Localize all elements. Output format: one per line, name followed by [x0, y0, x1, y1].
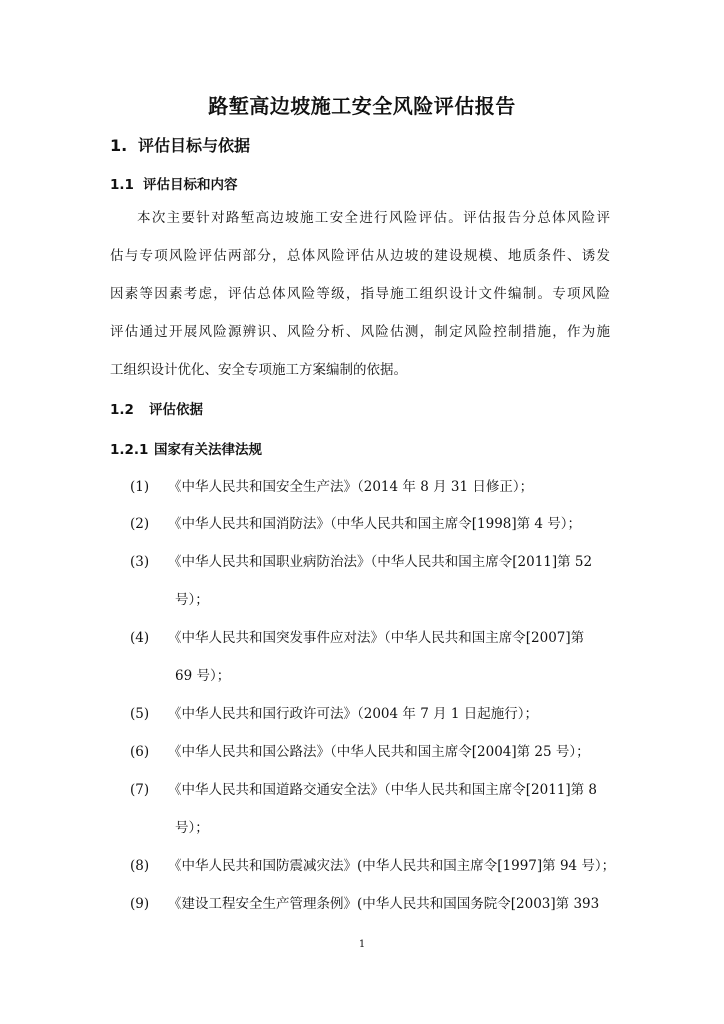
reference-item [130, 704, 538, 724]
paragraph-line: 评估通过开展风险源辨识、风险分析、风险估测，制定风险控制措施，作为施 [110, 324, 610, 340]
section-1-2-1-number: 1.2.1 [110, 442, 149, 458]
reference-text: 《中华人民共和国道路交通安全法》（中华人民共和国主席令[2011]第 8 [168, 782, 598, 798]
section-1-1-title: 评估目标和内容 [143, 177, 238, 193]
reference-item [130, 477, 533, 497]
reference-item [130, 628, 584, 648]
page-number: 1 [358, 939, 366, 950]
reference-number: (7) [130, 782, 150, 798]
paragraph-line: 因素等因素考虑，评估总体风险等级，指导施工组织设计文件编制。专项风险 [110, 286, 610, 302]
reference-number: (5) [130, 706, 150, 722]
reference-continuation: 69 号）； [175, 668, 231, 684]
reference-number: (9) [130, 896, 150, 912]
reference-number: (1) [130, 479, 150, 495]
section-1-2-heading [110, 400, 203, 420]
reference-text: 《中华人民共和国职业病防治法》（中华人民共和国主席令[2011]第 52 [168, 554, 593, 570]
reference-text: 《中华人民共和国公路法》（中华人民共和国主席令[2004]第 25 号）； [168, 744, 590, 760]
reference-text: 《中华人民共和国安全生产法》（2014 年 8 月 31 日修正）； [168, 479, 534, 495]
document-title: 路堑高边坡施工安全风险评估报告 [208, 94, 516, 118]
reference-text: 《建设工程安全生产管理条例》(中华人民共和国国务院令[2003]第 393 [168, 896, 600, 912]
paragraph-line: 估与专项风险评估两部分，总体风险评估从边坡的建设规模、地质条件、诱发 [110, 248, 610, 264]
section-1-heading [110, 134, 250, 158]
reference-number: (6) [130, 744, 150, 760]
reference-item [130, 894, 599, 914]
reference-item [130, 552, 592, 572]
reference-text: 《中华人民共和国突发事件应对法》（中华人民共和国主席令[2007]第 [168, 630, 585, 646]
reference-item [130, 856, 615, 876]
section-1-1-heading [110, 175, 238, 195]
section-1-1-number: 1.1 [110, 177, 134, 193]
section-1-2-title: 评估依据 [149, 402, 203, 418]
reference-continuation: 号）； [175, 592, 209, 608]
reference-item [130, 780, 597, 800]
section-1-2-number: 1.2 [110, 402, 134, 418]
reference-number: (3) [130, 554, 150, 570]
section-1-2-1-title: 国家有关法律法规 [154, 442, 262, 458]
paragraph-line: 工组织设计优化、安全专项施工方案编制的依据。 [110, 362, 407, 378]
paragraph-line: 本次主要针对路堑高边坡施工安全进行风险评估。评估报告分总体风险评 [137, 210, 610, 226]
reference-number: (2) [130, 516, 150, 532]
reference-text: 《中华人民共和国消防法》（中华人民共和国主席令[1998]第 4 号）； [168, 516, 582, 532]
section-1-title: 评估目标与依据 [138, 136, 251, 155]
reference-continuation: 号）； [175, 820, 209, 836]
reference-text: 《中华人民共和国防震减灾法》(中华人民共和国主席令[1997]第 94 号）； [168, 858, 616, 874]
reference-number: (4) [130, 630, 150, 646]
reference-item [130, 514, 581, 534]
section-1-2-1-heading [110, 440, 262, 460]
reference-number: (8) [130, 858, 150, 874]
reference-text: 《中华人民共和国行政许可法》（2004 年 7 月 1 日起施行）； [168, 706, 538, 722]
section-1-number: 1. [110, 136, 128, 155]
reference-item [130, 742, 590, 762]
